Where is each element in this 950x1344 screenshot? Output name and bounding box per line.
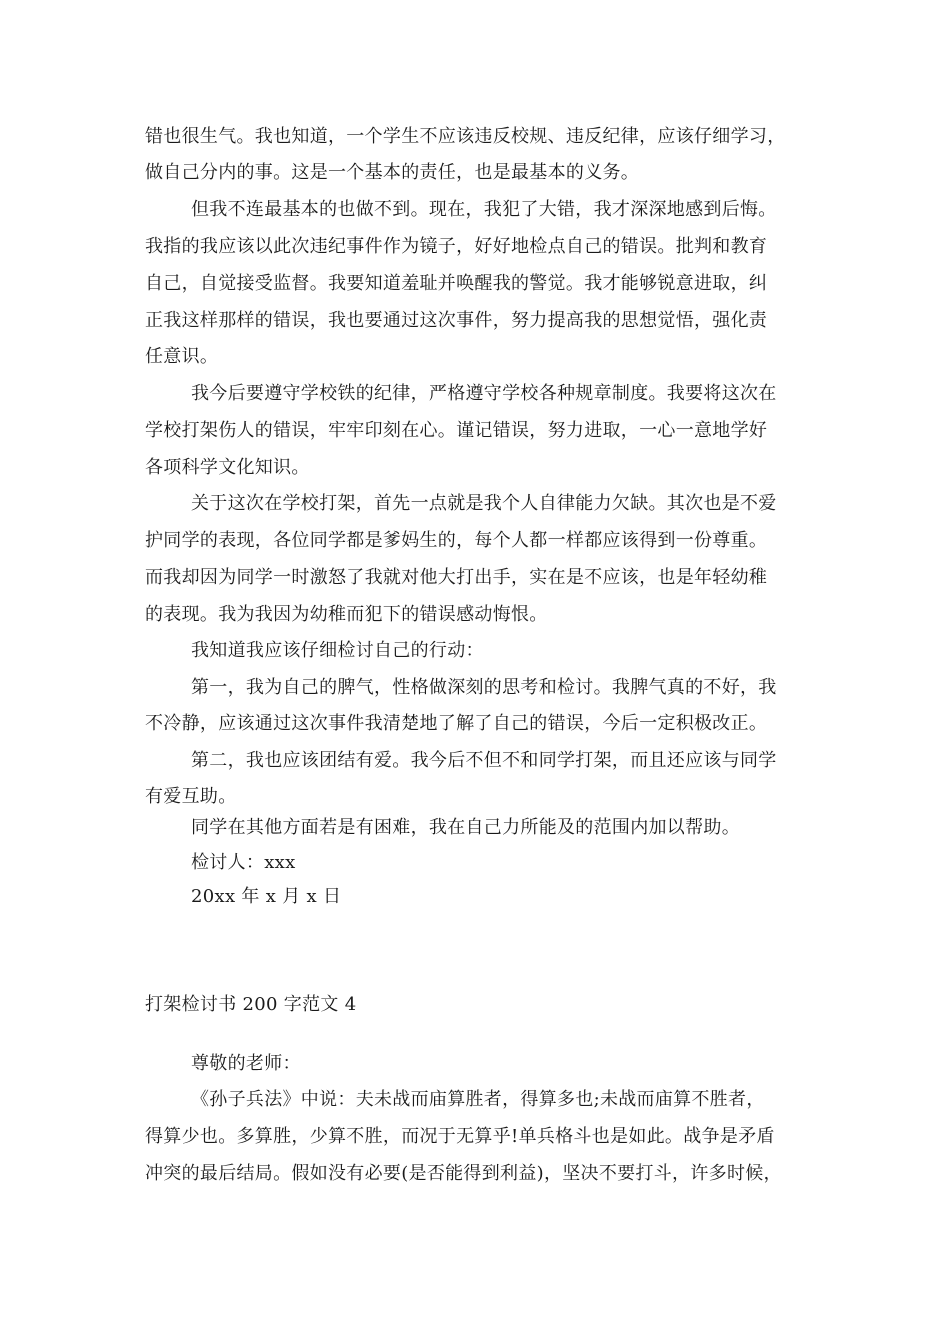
text-line: 任意识。 <box>145 346 219 367</box>
text-line: 错也很生气。我也知道，一个学生不应该违反校规、违反纪律，应该仔细学习， <box>145 126 786 147</box>
salutation: 尊敬的老师： <box>191 1053 301 1074</box>
signature: 检讨人：xxx <box>191 852 296 873</box>
text-line: 各项科学文化知识。 <box>145 457 310 478</box>
text-line: 关于这次在学校打架，首先一点就是我个人自律能力欠缺。其次也是不爱 <box>191 493 777 514</box>
text-line: 不冷静，应该通过这次事件我清楚地了解了自己的错误，今后一定积极改正。 <box>145 713 768 734</box>
text-line: 第二，我也应该团结有爱。我今后不但不和同学打架，而且还应该与同学 <box>191 750 777 771</box>
text-line: 我指的我应该以此次违纪事件作为镜子，好好地检点自己的错误。批判和教育 <box>145 236 768 257</box>
text-line: 我知道我应该仔细检讨自己的行动： <box>191 640 484 661</box>
text-line: 正我这样那样的错误，我也要通过这次事件，努力提高我的思想觉悟，强化责 <box>145 310 768 331</box>
text-line: 护同学的表现，各位同学都是爹妈生的，每个人都一样都应该得到一份尊重。 <box>145 530 768 551</box>
text-line: 学校打架伤人的错误，牢牢印刻在心。谨记错误，努力进取，一心一意地学好 <box>145 420 768 441</box>
text-line: 有爱互助。 <box>145 786 237 807</box>
text-line: 《孙子兵法》中说：夫未战而庙算胜者，得算多也;未战而庙算不胜者， <box>191 1089 765 1110</box>
text-line: 同学在其他方面若是有困难，我在自己力所能及的范围内加以帮助。 <box>191 817 740 838</box>
text-line: 而我却因为同学一时激怒了我就对他大打出手，实在是不应该，也是年轻幼稚 <box>145 567 768 588</box>
text-line: 自己，自觉接受监督。我要知道羞耻并唤醒我的警觉。我才能够锐意进取，纠 <box>145 273 768 294</box>
text-line: 但我不连最基本的也做不到。现在，我犯了大错，我才深深地感到后悔。 <box>191 199 777 220</box>
text-line: 第一，我为自己的脾气，性格做深刻的思考和检讨。我脾气真的不好，我 <box>191 677 777 698</box>
text-line: 我今后要遵守学校铁的纪律，严格遵守学校各种规章制度。我要将这次在 <box>191 383 777 404</box>
text-line: 冲突的最后结局。假如没有必要(是否能得到利益)，坚决不要打斗，许多时候， <box>145 1163 782 1184</box>
text-line: 得算少也。多算胜，少算不胜，而况于无算乎!单兵格斗也是如此。战争是矛盾 <box>145 1126 775 1147</box>
text-line: 做自己分内的事。这是一个基本的责任，也是最基本的义务。 <box>145 162 640 183</box>
date: 20xx 年 x 月 x 日 <box>191 886 342 907</box>
section-title: 打架检讨书 200 字范文 4 <box>145 994 357 1015</box>
text-line: 的表现。我为我因为幼稚而犯下的错误感动悔恨。 <box>145 604 548 625</box>
